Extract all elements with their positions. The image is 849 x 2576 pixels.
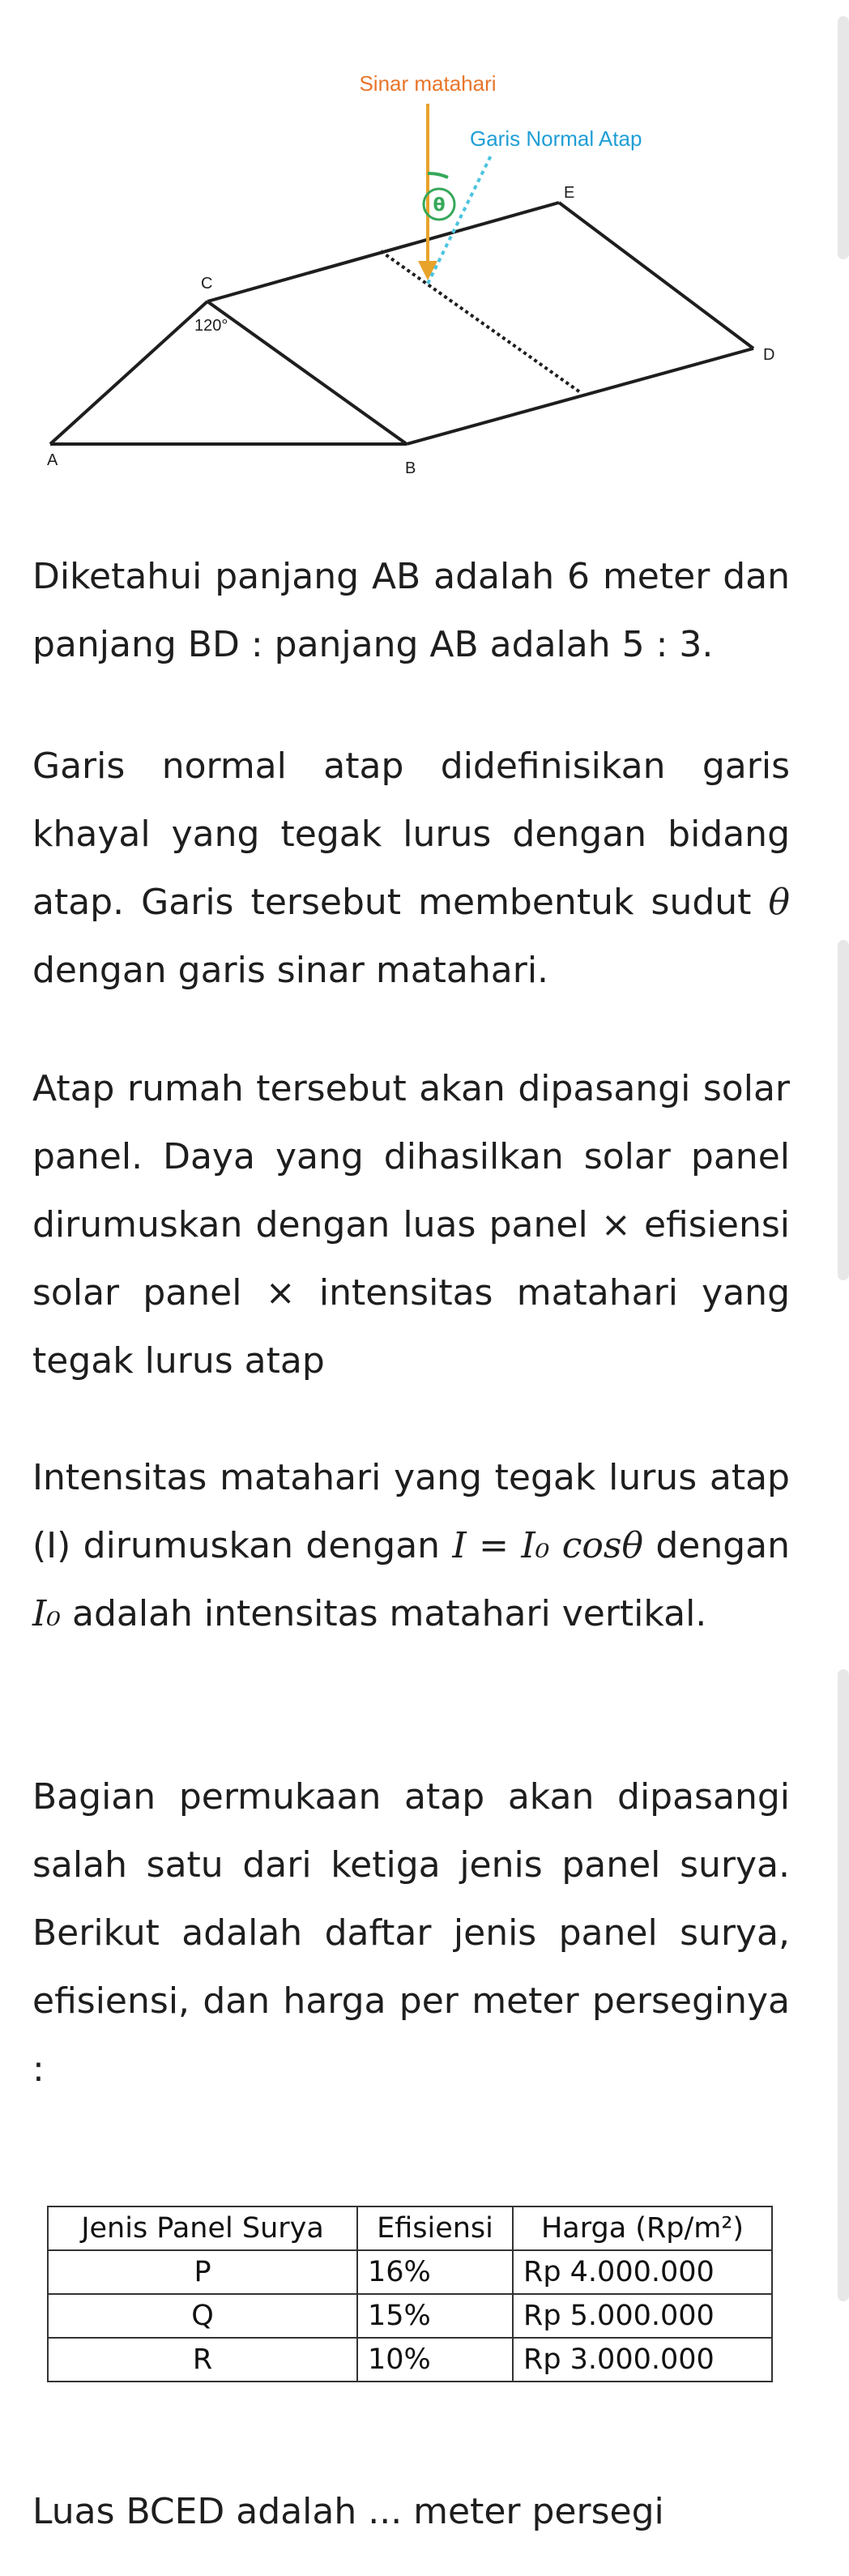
column-header-type: Jenis Panel Surya bbox=[48, 2206, 357, 2250]
point-label-D: D bbox=[763, 346, 775, 364]
paragraph-normal-text-1: Garis normal atap didefinisikan garis khayal yang tegak lurus dengan bidang atap. Garis tersebut membentuk sudut bbox=[32, 745, 790, 923]
panel-efficiency-cell: 16% bbox=[357, 2250, 513, 2294]
normal-line-label: Garis Normal Atap bbox=[470, 126, 642, 151]
point-label-A: A bbox=[47, 451, 58, 469]
paragraph-normal-text-2: dengan garis sinar matahari. bbox=[32, 950, 549, 991]
panel-type-cell: R bbox=[48, 2338, 357, 2382]
edge-BD bbox=[407, 348, 753, 444]
panel-type-cell: Q bbox=[48, 2294, 357, 2338]
paragraph-given-lengths bbox=[32, 543, 790, 679]
question-text: Luas BCED adalah ... meter persegi bbox=[32, 2491, 664, 2532]
theta-symbol: θ bbox=[768, 882, 790, 923]
point-label-C: C bbox=[201, 275, 213, 293]
paragraph-solar-power-text: Atap rumah tersebut akan dipasangi solar panel. Daya yang dihasilkan solar panel dirumuskan dengan luas panel × efisiensi solar panel × intensitas matahari yang tegak lurus atap bbox=[32, 1068, 790, 1382]
paragraph-intensity-formula bbox=[32, 1444, 790, 1648]
paragraph-panel-list-text: Bagian permukaan atap akan dipasangi salah satu dari ketiga jenis panel surya. Berikut adalah daftar jenis panel surya, efisiensi, dan harga per meter perseginya : bbox=[32, 1776, 790, 2090]
panel-price-cell: Rp 4.000.000 bbox=[513, 2250, 772, 2294]
panel-price-cell: Rp 3.000.000 bbox=[513, 2338, 772, 2382]
edge-CB bbox=[207, 301, 407, 444]
panel-efficiency-cell: 15% bbox=[357, 2294, 513, 2338]
edge-ED bbox=[559, 203, 753, 348]
point-label-B: B bbox=[405, 459, 416, 477]
point-label-E: E bbox=[564, 184, 575, 202]
intensity-formula: I = I₀ cosθ bbox=[452, 1525, 643, 1566]
roof-diagram bbox=[0, 0, 849, 502]
paragraph-given-lengths-text: Diketahui panjang AB adalah 6 meter dan panjang BD : panjang AB adalah 5 : 3. bbox=[32, 556, 790, 665]
sun-ray-label: Sinar matahari bbox=[359, 71, 497, 96]
paragraph-intensity-text-1: Intensitas matahari yang tegak lurus atap (I) dirumuskan dengan bbox=[32, 1457, 790, 1566]
theta-arc bbox=[428, 173, 448, 177]
column-header-price: Harga (Rp/m²) bbox=[513, 2206, 772, 2250]
solar-panel-table bbox=[47, 2206, 773, 2382]
column-header-efficiency: Efisiensi bbox=[357, 2206, 513, 2250]
paragraph-intensity-text-2: dengan bbox=[642, 1525, 791, 1566]
scrollbar-track-bottom[interactable] bbox=[838, 1669, 849, 2301]
paragraph-solar-power bbox=[32, 1055, 790, 1395]
table-header-row bbox=[48, 2206, 772, 2250]
theta-label: θ bbox=[433, 195, 446, 216]
angle-C-label: 120° bbox=[194, 317, 228, 335]
table-row bbox=[48, 2294, 772, 2338]
edge-AC bbox=[50, 301, 207, 444]
roof-outline bbox=[50, 203, 753, 444]
panel-type-cell: P bbox=[48, 2250, 357, 2294]
sun-ray-arrow bbox=[418, 104, 437, 280]
panel-price-cell: Rp 5.000.000 bbox=[513, 2294, 772, 2338]
intensity-i0-symbol: I₀ bbox=[32, 1593, 62, 1634]
scrollbar-track-middle[interactable] bbox=[838, 940, 849, 1280]
roof-dashed-line bbox=[381, 251, 580, 392]
table-row bbox=[48, 2338, 772, 2382]
paragraph-panel-list-intro bbox=[32, 1763, 790, 2104]
panel-efficiency-cell: 10% bbox=[357, 2338, 513, 2382]
table-row bbox=[48, 2250, 772, 2294]
paragraph-intensity-text-3: adalah intensitas matahari vertikal. bbox=[61, 1593, 707, 1634]
paragraph-normal-line-definition bbox=[32, 733, 790, 1005]
